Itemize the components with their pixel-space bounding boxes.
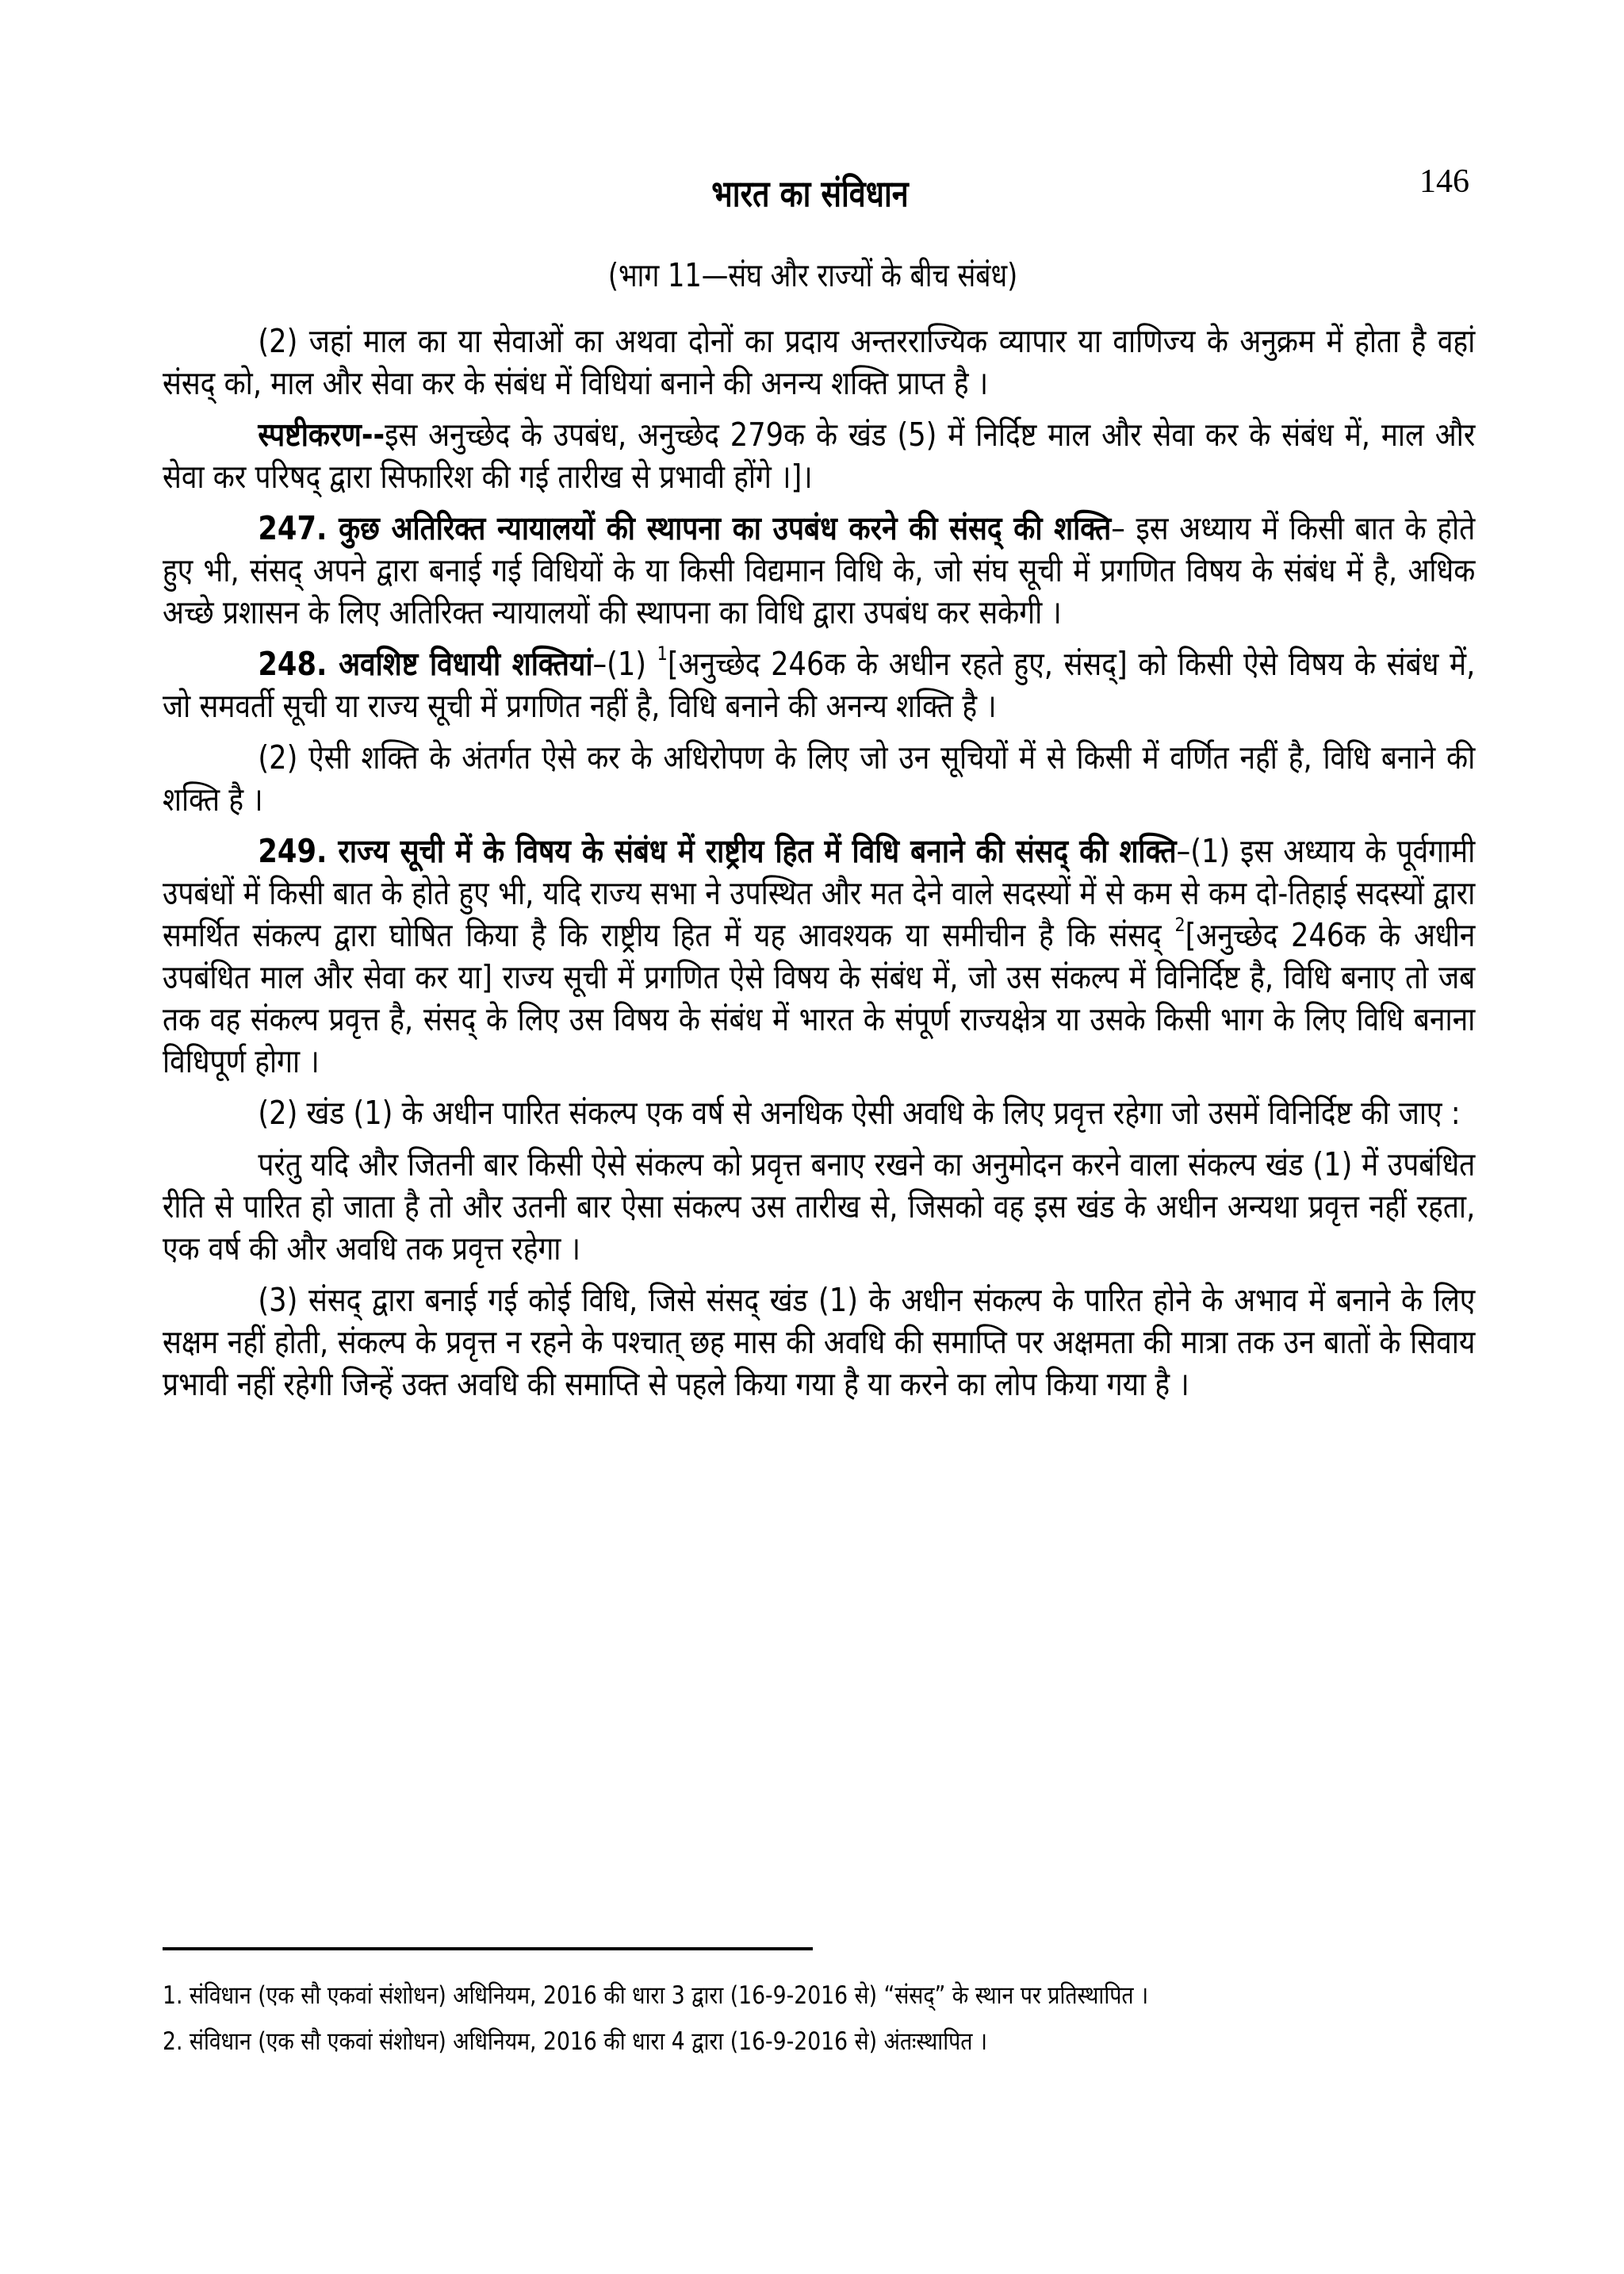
footnote-text: संविधान (एक सौ एकवां संशोधन) अधिनियम, 2016 की धारा 4 द्वारा (16-9-2016 से) अंतःस्थापित । — [189, 2027, 988, 2056]
article-249-proviso: परंतु यदि और जितनी बार किसी ऐसे संकल्प को प्रवृत्त बनाए रखने का अनुमोदन करने वाला संकल्प खंड (1) में उपबंधित रीति से पारित हो जाता है तो और उतनी बार ऐसा संकल्प उस तारीख से, जिसको वह इस खंड के अधीन अन्यथा प्रवृत्त नहीं रहता, एक वर्ष की और अवधि तक प्रवृत्त रहेगा । — [163, 1145, 1476, 1267]
article-248-2: (2) ऐसी शक्ति के अंतर्गत ऐसे कर के अधिरोपण के लिए जो उन सूचियों में से किसी में वर्णित नहीं है, विधि बनाने की शक्ति है । — [163, 738, 1476, 819]
page-number: 146 — [1419, 163, 1469, 200]
footnote-text: संविधान (एक सौ एकवां संशोधन) अधिनियम, 2016 की धारा 3 द्वारा (16-9-2016 से) “संसद्” के स्थान पर प्रतिस्थापित । — [189, 1981, 1149, 2010]
article-247-text: – इस अध्याय में किसी बात के होते हुए भी, संसद् अपने द्वारा बनाई गई विधियों के या किसी विद्यमान विधि के, जो संघ सूची में प्रगणित विषय के संबंध में है, अधिक अच्छे प्रशासन के लिए अतिरिक्त न्यायालयों की स्थापना का विधि द्वारा उपबंध कर सकेगी । — [163, 509, 1476, 631]
footnote-2 — [163, 2021, 1475, 2062]
article-249-1 — [163, 830, 1475, 1083]
footnotes-block — [163, 1975, 1475, 2062]
clause-246a-2: (2) जहां माल का या सेवाओं का अथवा दोनों का प्रदाय अन्तरराज्यिक व्यापार या वाणिज्य के अनुक्रम में होता है वहां संसद् को, माल और सेवा कर के संबंध में विधियां बनाने की अनन्य शक्ति प्राप्त है । — [163, 322, 1476, 402]
explanation-paragraph — [163, 414, 1475, 498]
document-body — [163, 320, 1475, 1415]
footnote-marker: 1. — [163, 1981, 183, 2010]
article-248-text-b: [अनुच्छेद 246क के अधीन रहते हुए, संसद्] को किसी ऐसे विषय के संबंध में, जो समवर्ती सूची या राज्य सूची में प्रगणित नहीं है, विधि बनाने की अनन्य शक्ति है । — [163, 645, 1476, 725]
article-248-1 — [163, 643, 1475, 727]
article-248-text-a: –(1) — [592, 645, 657, 683]
article-248-heading: 248. अवशिष्ट विधायी शक्तियां — [258, 645, 593, 683]
footnote-ref-1[interactable]: 1 — [657, 642, 668, 665]
footnote-ref-2[interactable]: 2 — [1174, 914, 1185, 937]
explanation-label: स्पष्टीकरण-- — [258, 416, 385, 454]
article-247-heading: 247. कुछ अतिरिक्त न्यायालयों की स्थापना का उपबंध करने की संसद् की शक्ति — [258, 509, 1112, 547]
footnote-divider — [163, 1947, 813, 1950]
footnotes — [163, 1975, 1475, 2067]
part-subtitle: (भाग 11—संघ और राज्यों के बीच संबंध) — [607, 256, 1018, 294]
footnote-1 — [163, 1975, 1475, 2016]
footnote-marker: 2. — [163, 2027, 183, 2056]
article-249-heading: 249. राज्य सूची में के विषय के संबंध में राष्ट्रीय हित में विधि बनाने की संसद् की शक्ति — [258, 832, 1177, 870]
explanation-text: इस अनुच्छेद के उपबंध, अनुच्छेद 279क के खंड (5) में निर्दिष्ट माल और सेवा कर के संबंध में, माल और सेवा कर परिषद् द्वारा सिफारिश की गई तारीख से प्रभावी होंगे ।]। — [163, 416, 1476, 496]
body-text-block — [163, 320, 1475, 1405]
article-249-2: (2) खंड (1) के अधीन पारित संकल्प एक वर्ष से अनधिक ऐसी अवधि के लिए प्रवृत्त रहेगा जो उसमें विनिर्दिष्ट की जाए : — [258, 1094, 1461, 1132]
article-247 — [163, 508, 1475, 634]
article-249-text-a: –(1) इस अध्याय के पूर्वगामी उपबंधों में किसी बात के होते हुए भी, यदि राज्य सभा ने उपस्थित और मत देने वाले सदस्यों में से कम से कम दो-तिहाई सदस्यों द्वारा समर्थित संकल्प द्वारा घोषित किया है कि राष्ट्रीय हित में यह आवश्यक या समीचीन है कि संसद् — [163, 832, 1476, 954]
article-249-3: (3) संसद् द्वारा बनाई गई कोई विधि, जिसे संसद् खंड (1) के अधीन संकल्प के पारित होने के अभाव में बनाने के लिए सक्षम नहीं होती, संकल्प के प्रवृत्त न रहने के पश्चात् छह मास की अवधि की समाप्ति पर अक्षमता की मात्रा तक उन बातों के सिवाय प्रभावी नहीं रहेगी जिन्हें उक्त अवधि की समाप्ति से पहले किया गया है या करने का लोप किया गया है । — [163, 1281, 1476, 1403]
page-title: भारत का संविधान — [711, 172, 909, 215]
article-249-text-b: [अनुच्छेद 246क के अधीन उपबंधित माल और सेवा कर या] राज्य सूची में प्रगणित ऐसे विषय के संबंध में, जो उस संकल्प में विनिर्दिष्ट है, विधि बनाए तो जब तक वह संकल्प प्रवृत्त है, संसद् के लिए उस विषय के संबंध में भारत के संपूर्ण राज्यक्षेत्र या उसके किसी भाग के लिए विधि बनाना विधिपूर्ण होगा । — [163, 916, 1476, 1080]
